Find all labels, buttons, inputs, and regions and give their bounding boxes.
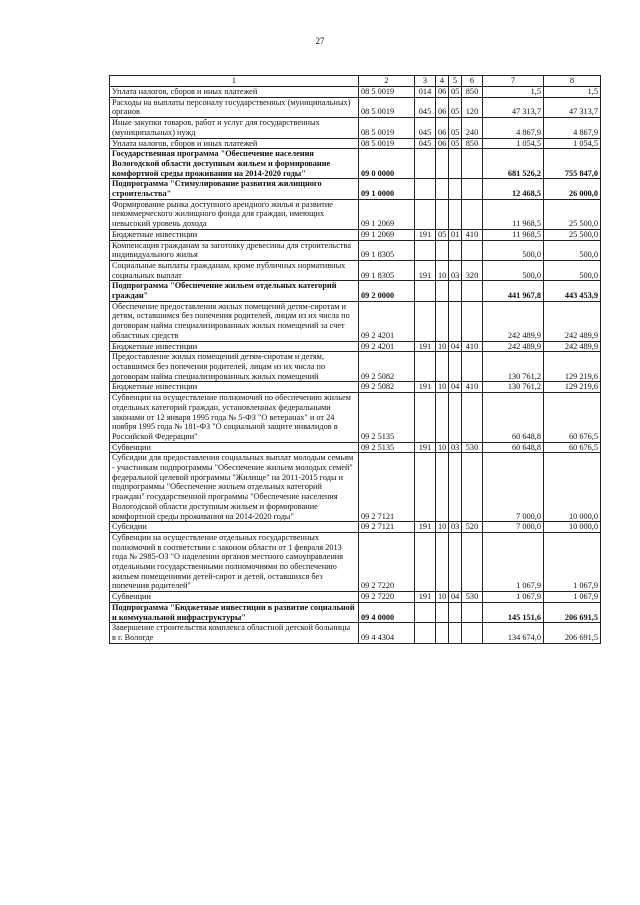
row-value-8: 10 000,0 <box>544 522 601 533</box>
row-col5 <box>449 149 462 179</box>
row-col5: 05 <box>449 97 462 117</box>
row-code: 09 1 2069 <box>359 229 415 240</box>
header-row <box>110 76 601 87</box>
row-value-7: 681 526,2 <box>483 149 544 179</box>
row-code: 09 2 5082 <box>359 382 415 393</box>
row-col4 <box>436 623 449 643</box>
row-col4 <box>436 532 449 591</box>
row-code: 09 1 8305 <box>359 240 415 260</box>
row-name: Субвенции на осуществление полномочий по обеспечению жильем отдельных категорий граждан, установленных федеральными законами от 12 января 1995 года № 5-ФЗ "О ветеранах" и от 24 ноября 1995 года № 181-ФЗ "О социальной защите инвалидов в Российской Федерации" <box>110 393 359 443</box>
row-value-8: 129 219,6 <box>544 352 601 382</box>
table-row <box>110 199 601 229</box>
row-col3: 191 <box>415 382 436 393</box>
table-row <box>110 453 601 522</box>
row-col5: 05 <box>449 138 462 149</box>
row-value-7: 47 313,7 <box>483 97 544 117</box>
row-value-8: 206 691,5 <box>544 623 601 643</box>
row-col5 <box>449 602 462 622</box>
row-name: Бюджетные инвестиции <box>110 382 359 393</box>
row-col6 <box>462 602 483 622</box>
table-row <box>110 179 601 199</box>
row-col5 <box>449 352 462 382</box>
row-col4: 10 <box>436 382 449 393</box>
row-name: Предоставление жилых помещений детям-сиротам и детям, оставшимся без попечения родителей, лицам из их числа по договорам найма специализированных жилых помещений <box>110 352 359 382</box>
row-value-8: 25 500,0 <box>544 199 601 229</box>
row-col3 <box>415 352 436 382</box>
row-value-8: 206 691,5 <box>544 602 601 622</box>
row-col4: 06 <box>436 118 449 138</box>
row-value-7: 1 054,5 <box>483 138 544 149</box>
table-row <box>110 87 601 98</box>
row-col6 <box>462 532 483 591</box>
row-col5: 04 <box>449 341 462 352</box>
row-col5: 04 <box>449 592 462 603</box>
row-code: 09 2 5135 <box>359 393 415 443</box>
row-col4: 06 <box>436 138 449 149</box>
row-value-7: 1,5 <box>483 87 544 98</box>
header-cell: 4 <box>436 76 449 87</box>
row-name: Бюджетные инвестиции <box>110 341 359 352</box>
row-value-8: 242 489,9 <box>544 301 601 341</box>
row-name: Социальные выплаты гражданам, кроме публичных нормативных социальных выплат <box>110 260 359 280</box>
row-col3: 191 <box>415 522 436 533</box>
row-col4 <box>436 453 449 522</box>
row-code: 08 5 0019 <box>359 118 415 138</box>
row-name: Подпрограмма "Бюджетные инвестиции в развитие социальной и коммунальной инфраструктуры" <box>110 602 359 622</box>
row-col4 <box>436 281 449 301</box>
row-col4 <box>436 199 449 229</box>
row-code: 09 1 2069 <box>359 199 415 229</box>
row-name: Субвенции <box>110 592 359 603</box>
row-value-8: 242 489,9 <box>544 341 601 352</box>
row-value-7: 7 000,0 <box>483 453 544 522</box>
table-row <box>110 352 601 382</box>
row-col4 <box>436 149 449 179</box>
row-name: Государственная программа "Обеспечение населения Вологодской области доступным жильем и формирование комфортной среды проживания на 2014-2020 годы" <box>110 149 359 179</box>
row-value-8: 1 067,9 <box>544 532 601 591</box>
row-code: 09 4 4304 <box>359 623 415 643</box>
row-code: 09 2 7121 <box>359 453 415 522</box>
row-value-8: 129 219,6 <box>544 382 601 393</box>
row-code: 09 2 4201 <box>359 301 415 341</box>
row-value-7: 242 489,9 <box>483 341 544 352</box>
row-col6: 410 <box>462 229 483 240</box>
row-name: Формирование рынка доступного арендного жилья и развитие некоммерческого жилищного фонда для граждан, имеющих невысокий уровень дохода <box>110 199 359 229</box>
row-col4: 10 <box>436 442 449 453</box>
row-value-7: 130 761,2 <box>483 382 544 393</box>
row-col3 <box>415 532 436 591</box>
row-col3: 191 <box>415 341 436 352</box>
row-col5 <box>449 179 462 199</box>
row-col3 <box>415 240 436 260</box>
row-value-7: 1 067,9 <box>483 532 544 591</box>
row-value-8: 1,5 <box>544 87 601 98</box>
table-row <box>110 260 601 280</box>
row-name: Субвенции <box>110 442 359 453</box>
row-value-8: 1 067,9 <box>544 592 601 603</box>
row-col6: 850 <box>462 138 483 149</box>
row-code: 09 2 5082 <box>359 352 415 382</box>
row-col6: 520 <box>462 522 483 533</box>
row-value-7: 11 968,5 <box>483 229 544 240</box>
row-col3: 191 <box>415 442 436 453</box>
row-value-8: 500,0 <box>544 260 601 280</box>
table-row <box>110 240 601 260</box>
row-col3: 045 <box>415 138 436 149</box>
row-col4 <box>436 240 449 260</box>
row-col6: 530 <box>462 592 483 603</box>
row-col3 <box>415 623 436 643</box>
row-name: Уплата налогов, сборов и иных платежей <box>110 138 359 149</box>
row-code: 09 2 7220 <box>359 532 415 591</box>
row-col5 <box>449 623 462 643</box>
row-col5: 01 <box>449 229 462 240</box>
header-cell: 1 <box>110 76 359 87</box>
row-col5 <box>449 393 462 443</box>
header-cell: 8 <box>544 76 601 87</box>
table-row <box>110 532 601 591</box>
table-row <box>110 229 601 240</box>
row-col4: 10 <box>436 341 449 352</box>
row-name: Завершение строительства комплекса областной детской больницы в г. Вологде <box>110 623 359 643</box>
row-col5: 03 <box>449 260 462 280</box>
row-col3: 014 <box>415 87 436 98</box>
row-col5: 04 <box>449 382 462 393</box>
row-col6 <box>462 179 483 199</box>
row-col6 <box>462 352 483 382</box>
row-value-8: 25 500,0 <box>544 229 601 240</box>
row-code: 09 2 4201 <box>359 341 415 352</box>
row-value-7: 60 648,8 <box>483 442 544 453</box>
page-number: 27 <box>315 36 325 46</box>
row-col3 <box>415 281 436 301</box>
row-code: 09 1 8305 <box>359 260 415 280</box>
row-col5: 03 <box>449 522 462 533</box>
row-col6: 120 <box>462 97 483 117</box>
row-col6 <box>462 199 483 229</box>
row-col4: 10 <box>436 260 449 280</box>
row-value-8: 443 453,9 <box>544 281 601 301</box>
row-col5: 03 <box>449 442 462 453</box>
row-col6: 240 <box>462 118 483 138</box>
row-name: Компенсация гражданам за заготовку древесины для строительства индивидуального жилья <box>110 240 359 260</box>
row-col3 <box>415 149 436 179</box>
row-value-7: 60 648,8 <box>483 393 544 443</box>
row-col4: 05 <box>436 229 449 240</box>
row-name: Бюджетные инвестиции <box>110 229 359 240</box>
row-value-7: 1 067,9 <box>483 592 544 603</box>
row-value-7: 4 867,9 <box>483 118 544 138</box>
row-code: 09 1 0000 <box>359 179 415 199</box>
row-col6 <box>462 393 483 443</box>
row-value-8: 60 676,5 <box>544 393 601 443</box>
row-code: 09 2 7121 <box>359 522 415 533</box>
row-value-8: 60 676,5 <box>544 442 601 453</box>
row-col6: 410 <box>462 382 483 393</box>
row-col5: 05 <box>449 118 462 138</box>
table-row <box>110 602 601 622</box>
row-value-7: 441 967,8 <box>483 281 544 301</box>
row-col5 <box>449 240 462 260</box>
row-col6 <box>462 453 483 522</box>
row-col3 <box>415 393 436 443</box>
row-code: 08 5 0019 <box>359 138 415 149</box>
row-col6 <box>462 301 483 341</box>
row-col5 <box>449 199 462 229</box>
row-col3 <box>415 301 436 341</box>
row-col6 <box>462 240 483 260</box>
row-code: 08 5 0019 <box>359 97 415 117</box>
row-col6 <box>462 623 483 643</box>
table-row <box>110 592 601 603</box>
table-row <box>110 341 601 352</box>
row-value-7: 11 968,5 <box>483 199 544 229</box>
row-value-7: 145 151,6 <box>483 602 544 622</box>
row-col3: 191 <box>415 229 436 240</box>
row-code: 08 5 0019 <box>359 87 415 98</box>
table-row <box>110 442 601 453</box>
table-row <box>110 301 601 341</box>
table-row <box>110 281 601 301</box>
row-value-7: 7 000,0 <box>483 522 544 533</box>
row-col4 <box>436 301 449 341</box>
row-name: Субсидии <box>110 522 359 533</box>
row-value-7: 130 761,2 <box>483 352 544 382</box>
row-col6: 410 <box>462 341 483 352</box>
row-value-7: 500,0 <box>483 260 544 280</box>
row-code: 09 2 7220 <box>359 592 415 603</box>
row-col3 <box>415 179 436 199</box>
table-row <box>110 522 601 533</box>
row-name: Расходы на выплаты персоналу государственных (муниципальных) органов <box>110 97 359 117</box>
row-code: 09 2 0000 <box>359 281 415 301</box>
row-name: Субсидии для предоставления социальных выплат молодым семьям - участникам подпрограммы "Обеспечение жильем молодых семей" федеральной целевой программы "Жилище" на 2011-2015 годы и подпрограммы "Обеспечение жильем отдельных категорий граждан" государственной программы "Обеспечение населения Вологодской области доступным жильем и формирование комфортной среды проживания на 2014-2020 годы" <box>110 453 359 522</box>
table-row <box>110 138 601 149</box>
table-row <box>110 623 601 643</box>
row-col4: 10 <box>436 592 449 603</box>
header-cell: 5 <box>449 76 462 87</box>
table-row <box>110 149 601 179</box>
row-code: 09 4 0000 <box>359 602 415 622</box>
row-value-8: 1 054,5 <box>544 138 601 149</box>
row-col4: 06 <box>436 87 449 98</box>
row-col5 <box>449 301 462 341</box>
header-cell: 2 <box>359 76 415 87</box>
row-col3: 191 <box>415 260 436 280</box>
row-value-8: 26 000,0 <box>544 179 601 199</box>
table-row <box>110 118 601 138</box>
header-cell: 3 <box>415 76 436 87</box>
row-value-7: 242 489,9 <box>483 301 544 341</box>
row-value-8: 47 313,7 <box>544 97 601 117</box>
row-value-8: 500,0 <box>544 240 601 260</box>
row-value-7: 12 468,5 <box>483 179 544 199</box>
row-col3 <box>415 199 436 229</box>
row-col4 <box>436 179 449 199</box>
row-value-8: 4 867,9 <box>544 118 601 138</box>
row-col4: 10 <box>436 522 449 533</box>
row-name: Уплата налогов, сборов и иных платежей <box>110 87 359 98</box>
row-col3: 045 <box>415 97 436 117</box>
table-row <box>110 382 601 393</box>
budget-table <box>109 75 601 644</box>
row-value-8: 755 847,0 <box>544 149 601 179</box>
table-row <box>110 97 601 117</box>
row-col6 <box>462 281 483 301</box>
row-code: 09 0 0000 <box>359 149 415 179</box>
row-value-7: 134 674,0 <box>483 623 544 643</box>
row-col6: 850 <box>462 87 483 98</box>
row-col5 <box>449 532 462 591</box>
row-name: Иные закупки товаров, работ и услуг для государственных (муниципальных) нужд <box>110 118 359 138</box>
row-col5 <box>449 281 462 301</box>
row-col3 <box>415 453 436 522</box>
row-code: 09 2 5135 <box>359 442 415 453</box>
row-col5 <box>449 453 462 522</box>
row-name: Подпрограмма "Обеспечение жильем отдельных категорий граждан" <box>110 281 359 301</box>
row-col6: 530 <box>462 442 483 453</box>
row-name: Субвенции на осуществление отдельных государственных полномочий в соответствии с законом области от 1 февраля 2013 года № 2985-ОЗ "О наделении органов местного самоуправления отдельными государственными полномочиями по обеспечению жильем помещениями детей-сирот и детей, оставшихся без попечения родителей" <box>110 532 359 591</box>
row-col4 <box>436 393 449 443</box>
row-col4 <box>436 352 449 382</box>
row-value-8: 10 000,0 <box>544 453 601 522</box>
row-col4 <box>436 602 449 622</box>
row-name: Подпрограмма "Стимулирование развития жилищного строительства" <box>110 179 359 199</box>
row-col3: 191 <box>415 592 436 603</box>
row-col5: 05 <box>449 87 462 98</box>
row-col6: 320 <box>462 260 483 280</box>
row-col3: 045 <box>415 118 436 138</box>
row-name: Обеспечение предоставления жилых помещений детям-сиротам и детям, оставшимся без попечения родителей, лицам из их числа по договорам найма специализированных жилых помещений за счет областных средств <box>110 301 359 341</box>
row-col3 <box>415 602 436 622</box>
header-cell: 7 <box>483 76 544 87</box>
row-col6 <box>462 149 483 179</box>
row-col4: 06 <box>436 97 449 117</box>
table-row <box>110 393 601 443</box>
row-value-7: 500,0 <box>483 240 544 260</box>
header-cell: 6 <box>462 76 483 87</box>
